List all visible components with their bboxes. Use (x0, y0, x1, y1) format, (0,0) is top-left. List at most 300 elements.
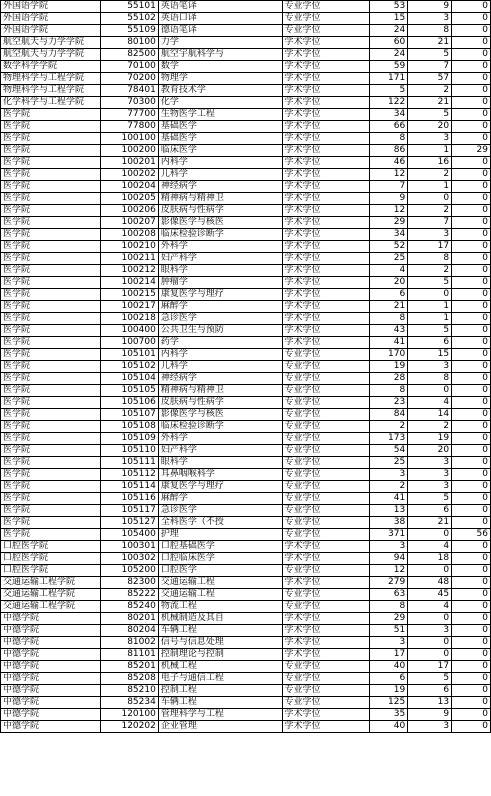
other-count-cell[interactable]: 0 (452, 637, 491, 649)
major-code-cell[interactable]: 100202 (100, 169, 158, 181)
school-cell[interactable]: 医学院 (1, 433, 101, 445)
other-count-cell[interactable]: 0 (452, 553, 491, 565)
other-count-cell[interactable]: 0 (452, 361, 491, 373)
plan-count-cell[interactable]: 41 (370, 337, 408, 349)
plan-count-cell[interactable]: 34 (370, 229, 408, 241)
exempt-count-cell[interactable]: 5 (408, 109, 452, 121)
plan-count-cell[interactable]: 122 (370, 97, 408, 109)
major-name-cell[interactable]: 神经病学 (158, 373, 282, 385)
school-cell[interactable]: 医学院 (1, 361, 101, 373)
school-cell[interactable]: 中德学院 (1, 673, 101, 685)
school-cell[interactable]: 交通运输工程学院 (1, 589, 101, 601)
major-name-cell[interactable]: 神经病学 (158, 181, 282, 193)
major-name-cell[interactable]: 临床医学 (158, 145, 282, 157)
exempt-count-cell[interactable]: 0 (408, 613, 452, 625)
school-cell[interactable]: 医学院 (1, 337, 101, 349)
major-name-cell[interactable]: 肿瘤学 (158, 277, 282, 289)
exempt-count-cell[interactable]: 6 (408, 505, 452, 517)
plan-count-cell[interactable]: 84 (370, 409, 408, 421)
major-code-cell[interactable]: 105200 (100, 565, 158, 577)
major-name-cell[interactable]: 物理学 (158, 73, 282, 85)
school-cell[interactable]: 医学院 (1, 325, 101, 337)
exempt-count-cell[interactable]: 0 (408, 649, 452, 661)
degree-type-cell[interactable]: 专业学位 (282, 457, 370, 469)
plan-count-cell[interactable]: 21 (370, 301, 408, 313)
other-count-cell[interactable]: 56 (452, 529, 491, 541)
exempt-count-cell[interactable]: 3 (408, 469, 452, 481)
school-cell[interactable]: 医学院 (1, 277, 101, 289)
other-count-cell[interactable]: 0 (452, 673, 491, 685)
degree-type-cell[interactable]: 学术学位 (282, 37, 370, 49)
exempt-count-cell[interactable]: 0 (408, 289, 452, 301)
degree-type-cell[interactable]: 专业学位 (282, 421, 370, 433)
exempt-count-cell[interactable]: 5 (408, 493, 452, 505)
exempt-count-cell[interactable]: 4 (408, 601, 452, 613)
exempt-count-cell[interactable]: 21 (408, 37, 452, 49)
plan-count-cell[interactable]: 12 (370, 205, 408, 217)
degree-type-cell[interactable]: 专业学位 (282, 529, 370, 541)
degree-type-cell[interactable]: 学术学位 (282, 625, 370, 637)
major-name-cell[interactable]: 航空宇航科学与 (158, 49, 282, 61)
major-name-cell[interactable]: 影像医学与核医 (158, 409, 282, 421)
major-name-cell[interactable]: 口腔医学 (158, 565, 282, 577)
exempt-count-cell[interactable]: 21 (408, 97, 452, 109)
exempt-count-cell[interactable]: 45 (408, 589, 452, 601)
other-count-cell[interactable]: 0 (452, 421, 491, 433)
school-cell[interactable]: 医学院 (1, 397, 101, 409)
major-code-cell[interactable]: 120100 (100, 709, 158, 721)
exempt-count-cell[interactable]: 2 (408, 421, 452, 433)
exempt-count-cell[interactable]: 5 (408, 673, 452, 685)
other-count-cell[interactable]: 0 (452, 301, 491, 313)
school-cell[interactable]: 航空航天与力学学院 (1, 37, 101, 49)
school-cell[interactable]: 医学院 (1, 241, 101, 253)
other-count-cell[interactable]: 0 (452, 205, 491, 217)
degree-type-cell[interactable]: 学术学位 (282, 133, 370, 145)
major-code-cell[interactable]: 105106 (100, 397, 158, 409)
plan-count-cell[interactable]: 279 (370, 577, 408, 589)
other-count-cell[interactable]: 0 (452, 253, 491, 265)
plan-count-cell[interactable]: 19 (370, 685, 408, 697)
plan-count-cell[interactable]: 9 (370, 193, 408, 205)
school-cell[interactable]: 医学院 (1, 529, 101, 541)
plan-count-cell[interactable]: 94 (370, 553, 408, 565)
exempt-count-cell[interactable]: 5 (408, 277, 452, 289)
major-code-cell[interactable]: 100206 (100, 205, 158, 217)
exempt-count-cell[interactable]: 13 (408, 697, 452, 709)
degree-type-cell[interactable]: 学术学位 (282, 553, 370, 565)
school-cell[interactable]: 医学院 (1, 217, 101, 229)
plan-count-cell[interactable]: 29 (370, 613, 408, 625)
major-name-cell[interactable]: 护理 (158, 529, 282, 541)
plan-count-cell[interactable]: 34 (370, 109, 408, 121)
other-count-cell[interactable]: 0 (452, 241, 491, 253)
plan-count-cell[interactable]: 8 (370, 385, 408, 397)
degree-type-cell[interactable]: 学术学位 (282, 97, 370, 109)
major-name-cell[interactable]: 控制工程 (158, 685, 282, 697)
plan-count-cell[interactable]: 41 (370, 493, 408, 505)
other-count-cell[interactable]: 0 (452, 217, 491, 229)
major-name-cell[interactable]: 生物医学工程 (158, 109, 282, 121)
exempt-count-cell[interactable]: 57 (408, 73, 452, 85)
degree-type-cell[interactable]: 学术学位 (282, 577, 370, 589)
degree-type-cell[interactable]: 学术学位 (282, 313, 370, 325)
major-code-cell[interactable]: 100212 (100, 265, 158, 277)
school-cell[interactable]: 中德学院 (1, 649, 101, 661)
exempt-count-cell[interactable]: 2 (408, 265, 452, 277)
other-count-cell[interactable]: 0 (452, 325, 491, 337)
school-cell[interactable]: 外国语学院 (1, 13, 101, 25)
school-cell[interactable]: 物理科学与工程学院 (1, 73, 101, 85)
degree-type-cell[interactable]: 专业学位 (282, 697, 370, 709)
exempt-count-cell[interactable]: 1 (408, 181, 452, 193)
major-code-cell[interactable]: 82300 (100, 577, 158, 589)
other-count-cell[interactable]: 0 (452, 565, 491, 577)
major-code-cell[interactable]: 81002 (100, 637, 158, 649)
exempt-count-cell[interactable]: 21 (408, 517, 452, 529)
degree-type-cell[interactable]: 学术学位 (282, 265, 370, 277)
exempt-count-cell[interactable]: 1 (408, 313, 452, 325)
plan-count-cell[interactable]: 54 (370, 445, 408, 457)
other-count-cell[interactable]: 0 (452, 121, 491, 133)
plan-count-cell[interactable]: 53 (370, 1, 408, 13)
plan-count-cell[interactable]: 23 (370, 397, 408, 409)
degree-type-cell[interactable]: 学术学位 (282, 169, 370, 181)
plan-count-cell[interactable]: 8 (370, 601, 408, 613)
other-count-cell[interactable]: 0 (452, 721, 491, 733)
major-name-cell[interactable]: 基础医学 (158, 121, 282, 133)
school-cell[interactable]: 医学院 (1, 409, 101, 421)
major-name-cell[interactable]: 儿科学 (158, 361, 282, 373)
other-count-cell[interactable]: 0 (452, 73, 491, 85)
plan-count-cell[interactable]: 59 (370, 61, 408, 73)
other-count-cell[interactable]: 0 (452, 277, 491, 289)
major-code-cell[interactable]: 85240 (100, 601, 158, 613)
plan-count-cell[interactable]: 63 (370, 589, 408, 601)
major-code-cell[interactable]: 100217 (100, 301, 158, 313)
major-code-cell[interactable]: 77800 (100, 121, 158, 133)
major-code-cell[interactable]: 105116 (100, 493, 158, 505)
other-count-cell[interactable]: 0 (452, 577, 491, 589)
plan-count-cell[interactable]: 8 (370, 133, 408, 145)
plan-count-cell[interactable]: 17 (370, 649, 408, 661)
major-name-cell[interactable]: 公共卫生与预防 (158, 325, 282, 337)
exempt-count-cell[interactable]: 48 (408, 577, 452, 589)
exempt-count-cell[interactable]: 8 (408, 373, 452, 385)
degree-type-cell[interactable]: 专业学位 (282, 685, 370, 697)
major-name-cell[interactable]: 机械制造及其自 (158, 613, 282, 625)
degree-type-cell[interactable]: 学术学位 (282, 193, 370, 205)
major-code-cell[interactable]: 85234 (100, 697, 158, 709)
degree-type-cell[interactable]: 专业学位 (282, 1, 370, 13)
degree-type-cell[interactable]: 学术学位 (282, 253, 370, 265)
degree-type-cell[interactable]: 学术学位 (282, 721, 370, 733)
major-code-cell[interactable]: 100218 (100, 313, 158, 325)
other-count-cell[interactable]: 0 (452, 697, 491, 709)
other-count-cell[interactable]: 0 (452, 385, 491, 397)
major-code-cell[interactable]: 100205 (100, 193, 158, 205)
major-code-cell[interactable]: 80204 (100, 625, 158, 637)
plan-count-cell[interactable]: 12 (370, 565, 408, 577)
major-code-cell[interactable]: 105109 (100, 433, 158, 445)
major-code-cell[interactable]: 100207 (100, 217, 158, 229)
plan-count-cell[interactable]: 86 (370, 145, 408, 157)
major-name-cell[interactable]: 基础医学 (158, 133, 282, 145)
school-cell[interactable]: 外国语学院 (1, 25, 101, 37)
degree-type-cell[interactable]: 学术学位 (282, 61, 370, 73)
degree-type-cell[interactable]: 学术学位 (282, 85, 370, 97)
other-count-cell[interactable]: 0 (452, 493, 491, 505)
plan-count-cell[interactable]: 40 (370, 661, 408, 673)
other-count-cell[interactable]: 0 (452, 265, 491, 277)
major-code-cell[interactable]: 105400 (100, 529, 158, 541)
major-name-cell[interactable]: 精神病与精神卫 (158, 193, 282, 205)
school-cell[interactable]: 医学院 (1, 169, 101, 181)
major-code-cell[interactable]: 100400 (100, 325, 158, 337)
degree-type-cell[interactable]: 学术学位 (282, 229, 370, 241)
exempt-count-cell[interactable]: 3 (408, 13, 452, 25)
other-count-cell[interactable]: 0 (452, 169, 491, 181)
degree-type-cell[interactable]: 学术学位 (282, 217, 370, 229)
plan-count-cell[interactable]: 43 (370, 325, 408, 337)
degree-type-cell[interactable]: 专业学位 (282, 517, 370, 529)
degree-type-cell[interactable]: 专业学位 (282, 373, 370, 385)
school-cell[interactable]: 中德学院 (1, 697, 101, 709)
other-count-cell[interactable]: 0 (452, 373, 491, 385)
major-name-cell[interactable]: 儿科学 (158, 169, 282, 181)
degree-type-cell[interactable]: 专业学位 (282, 349, 370, 361)
plan-count-cell[interactable]: 29 (370, 217, 408, 229)
exempt-count-cell[interactable]: 14 (408, 409, 452, 421)
degree-type-cell[interactable]: 学术学位 (282, 145, 370, 157)
school-cell[interactable]: 医学院 (1, 253, 101, 265)
major-code-cell[interactable]: 70100 (100, 61, 158, 73)
school-cell[interactable]: 数学科学学院 (1, 61, 101, 73)
exempt-count-cell[interactable]: 0 (408, 385, 452, 397)
degree-type-cell[interactable]: 学术学位 (282, 289, 370, 301)
other-count-cell[interactable]: 0 (452, 337, 491, 349)
exempt-count-cell[interactable]: 3 (408, 721, 452, 733)
major-name-cell[interactable]: 交通运输工程 (158, 589, 282, 601)
plan-count-cell[interactable]: 60 (370, 37, 408, 49)
major-name-cell[interactable]: 内科学 (158, 349, 282, 361)
plan-count-cell[interactable]: 19 (370, 361, 408, 373)
school-cell[interactable]: 医学院 (1, 421, 101, 433)
school-cell[interactable]: 医学院 (1, 373, 101, 385)
school-cell[interactable]: 中德学院 (1, 721, 101, 733)
major-name-cell[interactable]: 物流工程 (158, 601, 282, 613)
exempt-count-cell[interactable]: 7 (408, 217, 452, 229)
major-code-cell[interactable]: 80100 (100, 37, 158, 49)
major-name-cell[interactable]: 外科学 (158, 433, 282, 445)
plan-count-cell[interactable]: 3 (370, 541, 408, 553)
major-code-cell[interactable]: 85208 (100, 673, 158, 685)
exempt-count-cell[interactable]: 3 (408, 133, 452, 145)
plan-count-cell[interactable]: 28 (370, 373, 408, 385)
major-code-cell[interactable]: 100100 (100, 133, 158, 145)
major-name-cell[interactable]: 机械工程 (158, 661, 282, 673)
degree-type-cell[interactable]: 专业学位 (282, 481, 370, 493)
major-code-cell[interactable]: 55102 (100, 13, 158, 25)
major-name-cell[interactable]: 车辆工程 (158, 697, 282, 709)
plan-count-cell[interactable]: 3 (370, 637, 408, 649)
major-code-cell[interactable]: 100215 (100, 289, 158, 301)
major-name-cell[interactable]: 麻醉学 (158, 301, 282, 313)
major-name-cell[interactable]: 管理科学与工程 (158, 709, 282, 721)
degree-type-cell[interactable]: 学术学位 (282, 709, 370, 721)
school-cell[interactable]: 外国语学院 (1, 1, 101, 13)
school-cell[interactable]: 交通运输工程学院 (1, 601, 101, 613)
exempt-count-cell[interactable]: 15 (408, 349, 452, 361)
plan-count-cell[interactable]: 171 (370, 73, 408, 85)
major-name-cell[interactable]: 急诊医学 (158, 313, 282, 325)
major-name-cell[interactable]: 药学 (158, 337, 282, 349)
exempt-count-cell[interactable]: 17 (408, 241, 452, 253)
other-count-cell[interactable]: 0 (452, 661, 491, 673)
major-name-cell[interactable]: 精神病与精神卫 (158, 385, 282, 397)
major-code-cell[interactable]: 105108 (100, 421, 158, 433)
degree-type-cell[interactable]: 学术学位 (282, 49, 370, 61)
school-cell[interactable]: 医学院 (1, 445, 101, 457)
other-count-cell[interactable]: 0 (452, 49, 491, 61)
major-code-cell[interactable]: 82500 (100, 49, 158, 61)
exempt-count-cell[interactable]: 5 (408, 49, 452, 61)
degree-type-cell[interactable]: 专业学位 (282, 505, 370, 517)
exempt-count-cell[interactable]: 1 (408, 301, 452, 313)
other-count-cell[interactable]: 0 (452, 709, 491, 721)
school-cell[interactable]: 医学院 (1, 301, 101, 313)
school-cell[interactable]: 中德学院 (1, 709, 101, 721)
plan-count-cell[interactable]: 125 (370, 697, 408, 709)
school-cell[interactable]: 航空航天与力学学院 (1, 49, 101, 61)
other-count-cell[interactable]: 0 (452, 61, 491, 73)
major-name-cell[interactable]: 英语笔译 (158, 1, 282, 13)
plan-count-cell[interactable]: 13 (370, 505, 408, 517)
major-name-cell[interactable]: 康复医学与理疗 (158, 289, 282, 301)
degree-type-cell[interactable]: 学术学位 (282, 301, 370, 313)
major-name-cell[interactable]: 控制理论与控制 (158, 649, 282, 661)
degree-type-cell[interactable]: 学术学位 (282, 337, 370, 349)
exempt-count-cell[interactable]: 9 (408, 709, 452, 721)
other-count-cell[interactable]: 0 (452, 445, 491, 457)
other-count-cell[interactable]: 0 (452, 457, 491, 469)
exempt-count-cell[interactable]: 0 (408, 193, 452, 205)
major-code-cell[interactable]: 77700 (100, 109, 158, 121)
major-name-cell[interactable]: 皮肤病与性病学 (158, 397, 282, 409)
other-count-cell[interactable]: 0 (452, 229, 491, 241)
school-cell[interactable]: 口腔医学院 (1, 565, 101, 577)
major-code-cell[interactable]: 55101 (100, 1, 158, 13)
other-count-cell[interactable]: 0 (452, 157, 491, 169)
other-count-cell[interactable]: 0 (452, 589, 491, 601)
other-count-cell[interactable]: 0 (452, 517, 491, 529)
school-cell[interactable]: 医学院 (1, 109, 101, 121)
major-code-cell[interactable]: 100301 (100, 541, 158, 553)
degree-type-cell[interactable]: 学术学位 (282, 205, 370, 217)
plan-count-cell[interactable]: 12 (370, 169, 408, 181)
school-cell[interactable]: 中德学院 (1, 685, 101, 697)
school-cell[interactable]: 医学院 (1, 481, 101, 493)
exempt-count-cell[interactable]: 6 (408, 337, 452, 349)
other-count-cell[interactable]: 0 (452, 397, 491, 409)
major-code-cell[interactable]: 105127 (100, 517, 158, 529)
exempt-count-cell[interactable]: 0 (408, 565, 452, 577)
other-count-cell[interactable]: 0 (452, 25, 491, 37)
exempt-count-cell[interactable]: 7 (408, 61, 452, 73)
other-count-cell[interactable]: 0 (452, 313, 491, 325)
major-name-cell[interactable]: 临床检验诊断学 (158, 229, 282, 241)
major-name-cell[interactable]: 英语口译 (158, 13, 282, 25)
major-code-cell[interactable]: 100210 (100, 241, 158, 253)
major-name-cell[interactable]: 电子与通信工程 (158, 673, 282, 685)
school-cell[interactable]: 医学院 (1, 133, 101, 145)
major-name-cell[interactable]: 德语笔译 (158, 25, 282, 37)
degree-type-cell[interactable]: 专业学位 (282, 601, 370, 613)
exempt-count-cell[interactable]: 4 (408, 541, 452, 553)
other-count-cell[interactable]: 0 (452, 613, 491, 625)
major-code-cell[interactable]: 100700 (100, 337, 158, 349)
major-code-cell[interactable]: 85222 (100, 589, 158, 601)
exempt-count-cell[interactable]: 8 (408, 25, 452, 37)
degree-type-cell[interactable]: 专业学位 (282, 385, 370, 397)
school-cell[interactable]: 医学院 (1, 517, 101, 529)
major-name-cell[interactable]: 眼科学 (158, 265, 282, 277)
degree-type-cell[interactable]: 学术学位 (282, 649, 370, 661)
other-count-cell[interactable]: 0 (452, 601, 491, 613)
major-code-cell[interactable]: 81101 (100, 649, 158, 661)
plan-count-cell[interactable]: 371 (370, 529, 408, 541)
school-cell[interactable]: 医学院 (1, 229, 101, 241)
major-name-cell[interactable]: 企业管理 (158, 721, 282, 733)
school-cell[interactable]: 物理科学与工程学院 (1, 85, 101, 97)
degree-type-cell[interactable]: 专业学位 (282, 469, 370, 481)
major-code-cell[interactable]: 100302 (100, 553, 158, 565)
plan-count-cell[interactable]: 52 (370, 241, 408, 253)
major-code-cell[interactable]: 78401 (100, 85, 158, 97)
degree-type-cell[interactable]: 专业学位 (282, 673, 370, 685)
degree-type-cell[interactable]: 学术学位 (282, 613, 370, 625)
degree-type-cell[interactable]: 学术学位 (282, 109, 370, 121)
plan-count-cell[interactable]: 25 (370, 253, 408, 265)
major-code-cell[interactable]: 55109 (100, 25, 158, 37)
major-name-cell[interactable]: 力学 (158, 37, 282, 49)
exempt-count-cell[interactable]: 2 (408, 169, 452, 181)
major-name-cell[interactable]: 康复医学与理疗 (158, 481, 282, 493)
degree-type-cell[interactable]: 学术学位 (282, 541, 370, 553)
other-count-cell[interactable]: 0 (452, 1, 491, 13)
school-cell[interactable]: 中德学院 (1, 625, 101, 637)
plan-count-cell[interactable]: 51 (370, 625, 408, 637)
degree-type-cell[interactable]: 学术学位 (282, 157, 370, 169)
degree-type-cell[interactable]: 专业学位 (282, 565, 370, 577)
plan-count-cell[interactable]: 173 (370, 433, 408, 445)
major-name-cell[interactable]: 麻醉学 (158, 493, 282, 505)
degree-type-cell[interactable]: 专业学位 (282, 25, 370, 37)
degree-type-cell[interactable]: 专业学位 (282, 445, 370, 457)
school-cell[interactable]: 医学院 (1, 349, 101, 361)
plan-count-cell[interactable]: 40 (370, 721, 408, 733)
major-code-cell[interactable]: 100211 (100, 253, 158, 265)
exempt-count-cell[interactable]: 17 (408, 661, 452, 673)
school-cell[interactable]: 医学院 (1, 505, 101, 517)
plan-count-cell[interactable]: 5 (370, 85, 408, 97)
exempt-count-cell[interactable]: 6 (408, 685, 452, 697)
exempt-count-cell[interactable]: 8 (408, 253, 452, 265)
major-name-cell[interactable]: 口腔临床医学 (158, 553, 282, 565)
major-code-cell[interactable]: 70200 (100, 73, 158, 85)
plan-count-cell[interactable]: 6 (370, 289, 408, 301)
major-code-cell[interactable]: 100201 (100, 157, 158, 169)
